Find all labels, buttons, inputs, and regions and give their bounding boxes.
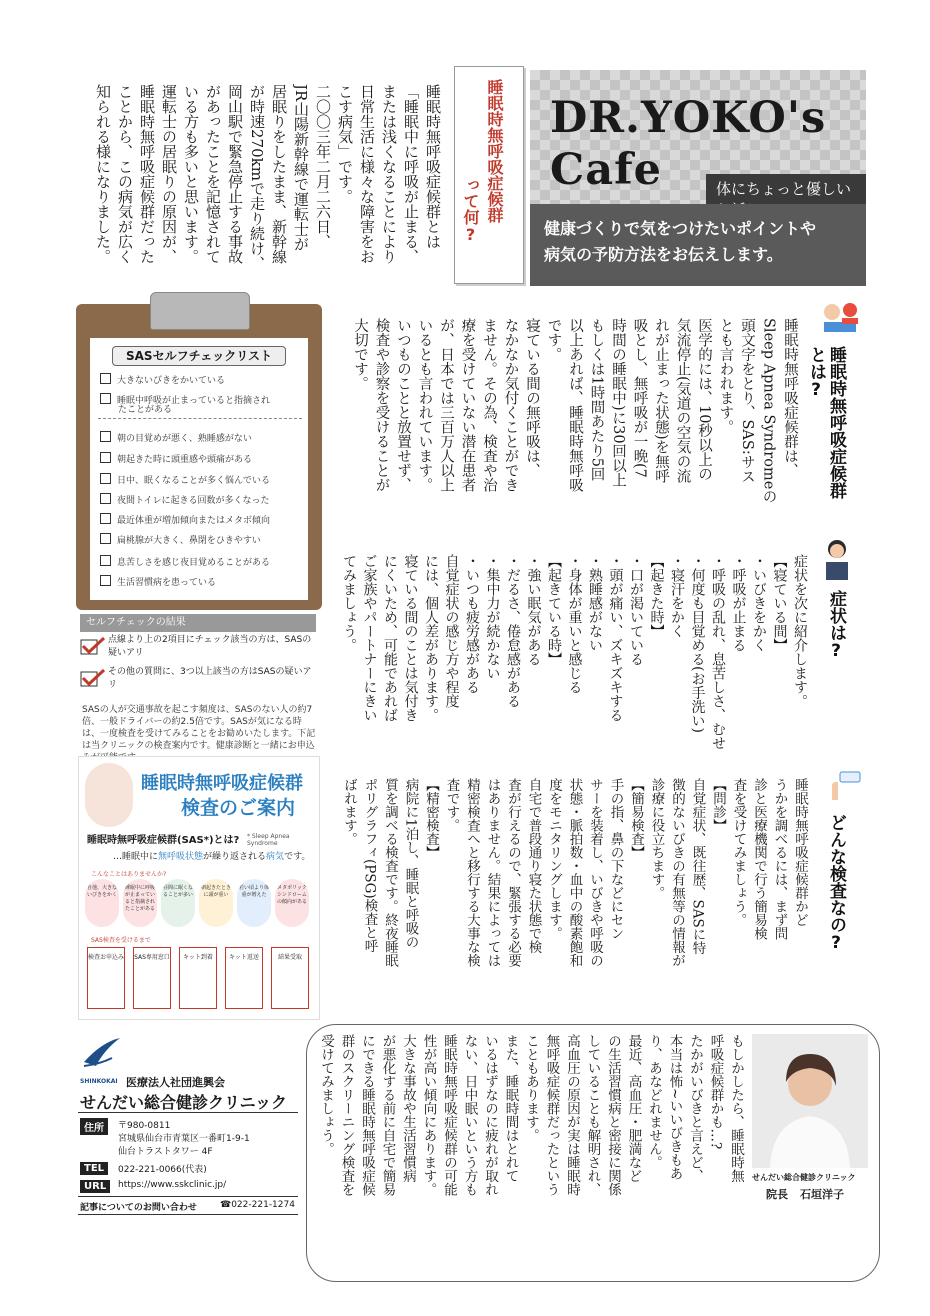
- exam-bubble-question: こんなことはありませんか?: [91, 871, 167, 878]
- symptom-bubble: 自他、大きないびきをかく: [85, 879, 119, 927]
- text-column: 【起きた時】: [648, 554, 665, 638]
- result-checkmark1: [80, 636, 106, 660]
- text-column: いる方も多いと思います。: [182, 84, 200, 264]
- symptom-bubble: 朝起きたときに頭が重い: [199, 879, 233, 927]
- text-column: もしかしたら、睡眠時無: [728, 1034, 744, 1183]
- title-line2: Cafe: [550, 145, 662, 195]
- clipboard-clip: [150, 292, 250, 330]
- address-line1: 宮城県仙台市青葉区一番町1-9-1: [118, 1134, 250, 1144]
- doctor-name: 石垣洋子: [800, 1188, 844, 1201]
- checklist-item-label: 扁桃腺が大きく、鼻閉をひきやすい: [117, 536, 261, 546]
- checklist-item: [100, 373, 300, 387]
- clinic-url[interactable]: https://www.sskclinic.jp/: [118, 1180, 227, 1190]
- result-checkmark2: [80, 668, 106, 692]
- text-column: 頭文字をとり、SAS:サス: [739, 318, 755, 484]
- doctor-photo: [752, 1034, 868, 1168]
- text-column: なかなか気付くことができ: [502, 318, 519, 492]
- def-tail: です。: [284, 852, 311, 862]
- section2-text: [340, 554, 810, 776]
- checklist-item: [100, 555, 300, 569]
- def-end: 病気: [266, 852, 285, 862]
- text-column: 日常生活に様々な障害をお: [358, 84, 376, 264]
- checklist-item: [118, 405, 318, 416]
- text-column: 査です。: [443, 778, 460, 832]
- subtitle-badge: 体にちょっと優しい: [706, 174, 866, 224]
- text-column: 病院に1泊し、睡眠と呼吸の: [402, 778, 419, 949]
- checkbox-icon[interactable]: [100, 533, 111, 544]
- text-column: が悪化する前に自宅で簡易: [379, 1034, 396, 1196]
- text-column: いるはずなのに疲れが取れ: [482, 1034, 498, 1196]
- text-column: もしくは1時間あたり5回: [588, 318, 605, 482]
- checklist-item-label: 朝起きた時に頭重感や頭痛がある: [117, 455, 253, 465]
- text-column: にくいため、可能であれば: [382, 554, 398, 722]
- intro-title-line1: 睡眠時無呼吸症候群: [485, 79, 504, 223]
- text-column: 受けてみましょう。: [318, 1034, 334, 1156]
- title-line1: DR.YOKO's: [550, 93, 827, 143]
- text-column: 【問診】: [710, 778, 726, 832]
- text-column: いるとも言われています。: [416, 318, 433, 492]
- text-column: たかがいびきと言えど、: [687, 1034, 703, 1183]
- text-column: 高血圧の原因が実は睡眠時: [564, 1034, 580, 1196]
- checklist-item-label: 夜間トイレに起きる回数が多くなった: [117, 496, 270, 506]
- footer-rule3: [78, 1214, 298, 1215]
- text-column: 二〇〇三年二月二六日、: [314, 84, 332, 249]
- text-column: 症状を次に紹介します。: [792, 554, 808, 708]
- footer-rule1: [78, 1112, 298, 1113]
- checklist-title: SASセルフチェックリスト: [112, 346, 286, 366]
- checklist-item-label: 睡眠中呼吸が止まっていると指摘され: [117, 396, 271, 406]
- text-column: ・いびきをかく: [751, 554, 767, 652]
- text-column: ・口が渇いている: [628, 554, 644, 666]
- text-column: 大きな事故や生活習慣病: [400, 1034, 416, 1183]
- text-column: が、日本では三百万人以上: [438, 318, 454, 492]
- text-column: ・だるさ、倦怠感がある: [505, 554, 521, 708]
- text-column: こともあります。: [523, 1034, 539, 1142]
- checklist-item: [100, 575, 300, 589]
- text-column: 以上あれば、睡眠時無呼吸: [567, 318, 583, 492]
- section1-text: [340, 318, 800, 528]
- text-column: ご家族やパートナーにきい: [361, 554, 378, 722]
- clinic-name: せんだい総合健診クリニック: [80, 1093, 288, 1112]
- intro-title-line2: って何?: [461, 177, 480, 244]
- text-column: 大切です。: [352, 318, 368, 391]
- text-column: 査を受けてみましょう。: [730, 778, 747, 927]
- checkbox-icon[interactable]: [100, 373, 111, 384]
- section3-icon: [826, 770, 862, 806]
- checklist-item: [100, 473, 300, 487]
- exam-illustration: [85, 763, 133, 827]
- checklist-divider: [98, 418, 302, 419]
- text-column: 睡眠時無呼吸症候群かど: [792, 778, 808, 927]
- text-column: 運転士の居眠りの原因が、: [160, 84, 178, 264]
- text-column: 徴的ないびきの有無等の情報が: [669, 778, 685, 967]
- text-column: 呼吸症候群かも…?: [707, 1034, 724, 1150]
- text-column: ・熟睡感がない: [587, 554, 603, 652]
- text-column: 睡眠時無呼吸症候群だった: [138, 84, 156, 264]
- text-column: ・いつも疲労感がある: [464, 554, 480, 694]
- text-column: です。: [545, 318, 562, 362]
- text-column: 診と医療機関で行う簡易検: [751, 778, 767, 940]
- checkbox-icon[interactable]: [100, 431, 111, 442]
- symptom-bubble: 昼間に眠くなることが多い: [161, 879, 195, 927]
- def-highlight: 無呼吸状態: [158, 852, 204, 862]
- flow-step: キット到着: [179, 947, 217, 1009]
- checklist-item-label: 朝の目覚めが悪く、熟睡感がない: [117, 434, 252, 444]
- exam-guide: [78, 756, 320, 1020]
- checkbox-icon[interactable]: [100, 473, 111, 484]
- section1-heading2: [806, 346, 826, 400]
- checklist-item-label: 日中、眠くなることが多く悩んでいる: [117, 476, 271, 486]
- clinic-logo-text: SHINKOKAI: [80, 1078, 118, 1085]
- exam-title2: 検査のご案内: [181, 797, 296, 819]
- clinic-org: 医療法人社団進興会: [126, 1076, 225, 1089]
- inquiry-tel: ☎022-221-1274: [220, 1200, 295, 1210]
- def-pre: …睡眠中に: [113, 852, 159, 862]
- text-column: 時間の睡眠中)に30回以上: [610, 318, 626, 488]
- text-column: 本当は怖~いいびきもあ: [666, 1034, 683, 1181]
- symptom-bubble: 若い頃より体重が増えた: [237, 879, 271, 927]
- intro-text: [82, 84, 444, 294]
- text-column: ・何度も目覚める(お手洗い): [689, 554, 706, 733]
- text-column: こす病気」です。: [336, 84, 354, 204]
- checkbox-icon[interactable]: [100, 452, 111, 463]
- checklist-item-label: 息苦しさを感じ夜目覚めることがある: [117, 558, 271, 568]
- def-mid: が繰り返される: [203, 852, 267, 862]
- intro-title-box: [454, 66, 524, 284]
- text-column: 自覚症状、既往歴、SASに特: [689, 778, 706, 955]
- section1-icon: [818, 296, 862, 340]
- result-title: セルフチェックの結果: [80, 614, 316, 632]
- text-column: 最近、高血圧・肥満など: [625, 1034, 642, 1183]
- text-column: 知られる様になりました。: [94, 84, 112, 264]
- text-column: はありません。結果によっては: [484, 778, 501, 967]
- checkbox-icon[interactable]: [100, 513, 111, 524]
- text-column: うかを調べるには、まず問: [771, 778, 788, 940]
- tel-number: 022-221-0066(代表): [118, 1165, 207, 1175]
- text-column: Sleep Apnea Syndromeの: [760, 318, 777, 504]
- section2-icon: [822, 538, 852, 580]
- text-column: または浅くなることにより: [380, 84, 398, 264]
- symptom-bubble: 睡眠中に呼吸が止まっていると指摘されたことがある: [123, 879, 157, 927]
- text-column: 検査や診察を受けることが: [373, 318, 390, 492]
- text-column: れが止まった状態)を無呼: [653, 318, 669, 484]
- text-column: が時速270kmで走り続け、: [248, 84, 266, 271]
- result1-text: 点線より上の2項目にチェック該当の方は、SASの疑いアリ: [108, 635, 312, 658]
- text-column: ません。その為、検査や治: [481, 318, 497, 492]
- text-column: にできる睡眠時無呼吸症候: [359, 1034, 375, 1196]
- section1-heading-line2: とは?: [806, 346, 826, 400]
- text-column: 寝ている間の無呼吸は、: [524, 318, 540, 478]
- text-column: 状態・脈拍数・血中の酸素飽和: [566, 778, 583, 967]
- section1-heading-line1: 睡眠時無呼吸症候群: [826, 346, 846, 499]
- checklist-item-label: 最近体重が増加傾向またはメタボ傾向: [117, 516, 271, 526]
- text-column: ・寝汗をかく: [669, 554, 685, 638]
- text-column: 群のスクリーニング検査を: [338, 1034, 355, 1196]
- exam-question: 睡眠時無呼吸症候群(SAS*)とは?: [87, 835, 240, 846]
- text-column: 寝ている間のことは気付き: [402, 554, 419, 722]
- text-column: 医学的には、10秒以上の: [696, 318, 712, 482]
- text-column: 【簡易検査】: [628, 778, 644, 859]
- text-column: 睡眠時無呼吸症候群とは: [424, 84, 442, 249]
- text-column: いつものことと放置せず、: [395, 318, 411, 492]
- flow-step: 結果受取: [271, 947, 309, 1009]
- text-column: 自覚症状の感じ方や程度: [443, 554, 460, 708]
- section3-text: [340, 778, 810, 1018]
- section3-heading: どんな検査なの?: [826, 814, 846, 953]
- sas-note: SASの人が交通事故を起こす頻度は、SASのない人の約7倍、一般ドライバーの約2.5倍です。SASが気になる時は、一度検査を受けてみることをお勧めいたします。下記は当クリニックの検査案内です。健康診断と一緒にお申込: [82, 705, 316, 751]
- checklist-item-label: 生活習慣病を患っている: [117, 578, 217, 588]
- text-column: していることも解明され、: [584, 1034, 601, 1196]
- text-column: 睡眠時無呼吸症候群の可能: [441, 1034, 457, 1196]
- clinic-logo: [82, 1036, 122, 1074]
- address-line2: 仙台トラストタワー 4F: [118, 1147, 213, 1157]
- checklist-item: [100, 513, 300, 527]
- address-label: 住所: [80, 1118, 108, 1135]
- text-column: ・集中力が続かない: [484, 554, 501, 680]
- text-column: り、あなどれません。: [646, 1034, 662, 1169]
- flow-step: キット返送: [225, 947, 263, 1009]
- postal-code: 〒980-0811: [118, 1121, 171, 1131]
- symptom-bubble: メタボリックシンドロームの傾向がある: [275, 879, 309, 927]
- text-column: 性が高い傾向にあります。: [420, 1034, 437, 1196]
- exam-title1: 睡眠時無呼吸症候群: [141, 773, 303, 794]
- flow-title: SAS検査を受けるまで: [91, 937, 151, 944]
- url-label: URL: [80, 1180, 110, 1193]
- desc-line1: 健康づくりで気をつけたいポイントや: [544, 219, 817, 238]
- text-column: 気流停止(気道の空気の流: [674, 318, 691, 484]
- text-column: ことから、この病気が広く: [116, 84, 134, 264]
- text-column: ・身体が重いと感じる: [566, 554, 583, 694]
- text-column: 査が行えるので、緊張する必要: [505, 778, 521, 967]
- text-column: 精密検査へと移行する大事な検: [464, 778, 480, 967]
- flow-step: SAS専用窓口: [133, 947, 171, 1009]
- text-column: 自宅で普段通り寝た状態で検: [525, 778, 542, 954]
- text-column: ・強い眠気がある: [525, 554, 542, 666]
- text-column: ない、日中眠いという方も: [461, 1034, 478, 1196]
- text-column: JR山陽新幹線で運転士が: [292, 84, 310, 252]
- text-column: とも言われます。: [717, 318, 734, 434]
- checklist-item: [100, 493, 300, 507]
- flow-step: 検査お申込み: [87, 947, 125, 1009]
- text-column: があったことを記憶されて: [204, 84, 222, 264]
- text-column: 【精密検査】: [423, 778, 439, 859]
- section2-heading: 症状は?: [826, 590, 846, 661]
- text-column: には、個人差があります。: [423, 554, 439, 722]
- doctor-message: [312, 1034, 746, 1254]
- result2-text: その他の質問に、3つ以上該当の方はSASの疑いアリ: [108, 667, 312, 690]
- text-column: 睡眠時無呼吸症候群は、: [782, 318, 798, 478]
- checklist-item: [100, 533, 300, 547]
- text-column: 吸とし、無呼吸が一晩(7: [631, 318, 648, 478]
- exam-note: * Sleep Apnea Syndrome: [247, 833, 290, 847]
- text-column: 無呼吸症候群だったという: [543, 1034, 560, 1196]
- text-column: 岡山駅で緊急停止する事故: [226, 84, 244, 264]
- checklist-item-label: たことがある: [118, 405, 173, 415]
- text-column: ばれます。: [341, 778, 357, 846]
- text-column: 診療に役立ちます。: [648, 778, 665, 900]
- text-column: 居眠りをしたまま、新幹線: [270, 84, 288, 264]
- checklist-item: [100, 452, 300, 466]
- text-column: ・呼吸が止まる: [730, 554, 747, 652]
- checkbox-icon[interactable]: [100, 555, 111, 566]
- text-column: 【寝ている間】: [771, 554, 788, 652]
- text-column: ・頭が痛い、ズキズキする: [607, 554, 624, 722]
- doctor-clinic-caption: せんだい総合健診クリニック: [752, 1173, 856, 1182]
- text-column: 手の指、鼻の下などにセン: [607, 778, 624, 940]
- tel-label: TEL: [80, 1162, 108, 1175]
- checklist-item-label: 大きないびきをかいている: [117, 376, 226, 386]
- text-column: 【起きている時】: [546, 554, 562, 666]
- text-column: ポリグラフィ(PSG)検査と呼: [361, 778, 378, 953]
- text-column: 質を調べる検査です。終夜睡眠: [382, 778, 398, 967]
- text-column: また、睡眠時間はとれて: [502, 1034, 519, 1183]
- desc-line2: 病気の予防方法をお伝えします。: [544, 245, 783, 264]
- text-column: の生活習慣病と密接に関係: [605, 1034, 621, 1196]
- checkbox-icon[interactable]: [100, 493, 111, 504]
- checklist-item: [100, 431, 300, 445]
- text-column: 度をモニタリングします。: [546, 778, 562, 940]
- text-column: 療を受けていない潜在患者: [459, 318, 476, 492]
- checkbox-icon[interactable]: [100, 393, 111, 404]
- inquiry-label: 記事についてのお問い合わせ: [80, 1203, 197, 1213]
- footer-rule2: [78, 1196, 298, 1197]
- header-description: [530, 204, 866, 286]
- text-column: 「睡眠中に呼吸が止まる、: [402, 84, 420, 264]
- doctor-title: 院長: [766, 1188, 788, 1201]
- checkbox-icon[interactable]: [100, 575, 111, 586]
- text-column: ・呼吸の乱れ、息苦しさ、むせ: [710, 554, 726, 750]
- exam-definition: [113, 849, 310, 862]
- text-column: サーを装着し、いびきや呼吸の: [587, 778, 603, 967]
- text-column: てみましょう。: [341, 554, 357, 652]
